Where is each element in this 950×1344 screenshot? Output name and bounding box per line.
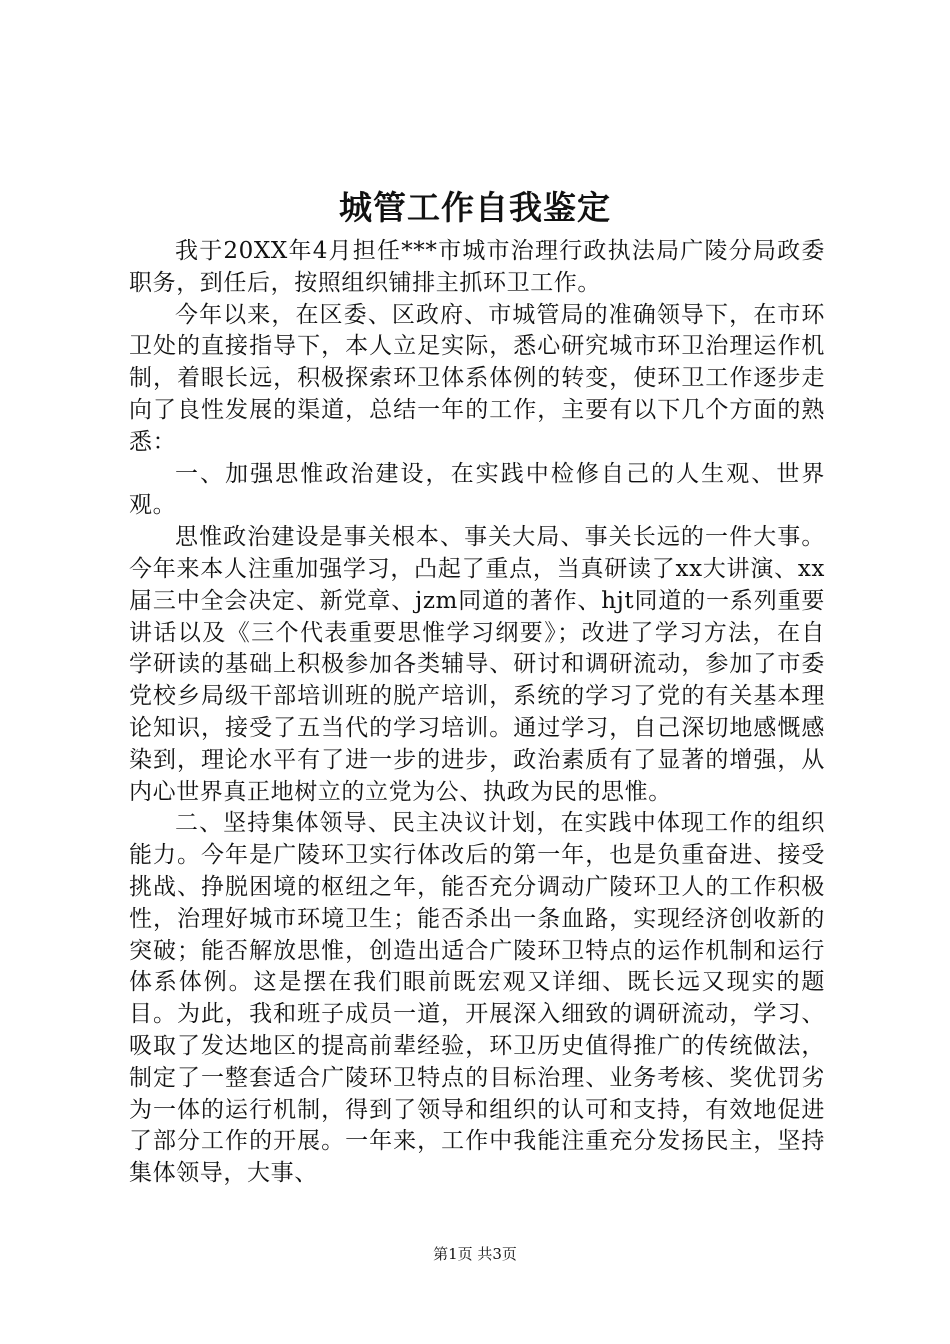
paragraph-overview: 今年以来，在区委、区政府、市城管局的准确领导下，在市环卫处的直接指导下，本人立足实际，悉心研究城市环卫治理运作机制，着眼长远，积极探索环卫体系体例的转变，使环卫工作逐步走向了良性发展的渠道，总结一年的工作，主要有以下几个方面的熟悉：	[129, 301, 825, 455]
document-title: 城管工作自我鉴定	[339, 188, 611, 227]
paragraph-section-one: 思惟政治建设是事关根本、事关大局、事关长远的一件大事。今年来本人注重加强学习，凸起了重点，当真研读了xx大讲演、xx届三中全会决定、新党章、jzm同道的著作、hjt同道的一系列重要讲话以及《三个代表重要思惟学习纲要》；改进了学习方法，在自学研读的基础上积极参加各类辅导、研讨和调研流动，参加了市委党校乡局级干部培训班的脱产培训，系统的学习了党的有关基本理论知识，接受了五当代的学习培训。通过学习，自己深切地感慨感染到，理论水平有了进一步的进步，政治素质有了显著的增强，从内心世界真正地树立的立党为公、执政为民的思惟。	[129, 524, 825, 805]
page-footer: 第1页 共3页	[433, 1245, 517, 1263]
paragraph-section-two: 二、坚持集体领导、民主决议计划，在实践中体现工作的组织能力。今年是广陵环卫实行体改后的第一年，也是负重奋进、接受挑战、挣脱困境的枢纽之年，能否充分调动广陵环卫人的工作积极性，治理好城市环境卫生；能否杀出一条血路，实现经济创收新的突破；能否解放思惟，创造出适合广陵环卫特点的运作机制和运行体系体例。这是摆在我们眼前既宏观又详细、既长远又现实的题目。为此，我和班子成员一道，开展深入细致的调研流动，学习、吸取了发达地区的提高前辈经验，环卫历史值得推广的传统做法，制定了一整套适合广陵环卫特点的目标治理、业务考核、奖优罚劣为一体的运行机制，得到了领导和组织的认可和支持，有效地促进了部分工作的开展。一年来，工作中我能注重充分发扬民主，坚持集体领导，大事、	[129, 810, 825, 1187]
section-heading-one: 一、加强思惟政治建设，在实践中检修自己的人生观、世界观。	[129, 460, 825, 519]
document-body	[129, 236, 825, 1190]
paragraph-intro: 我于20XX年4月担任***市城市治理行政执法局广陵分局政委职务，到任后，按照组织铺排主抓环卫工作。	[129, 238, 825, 296]
